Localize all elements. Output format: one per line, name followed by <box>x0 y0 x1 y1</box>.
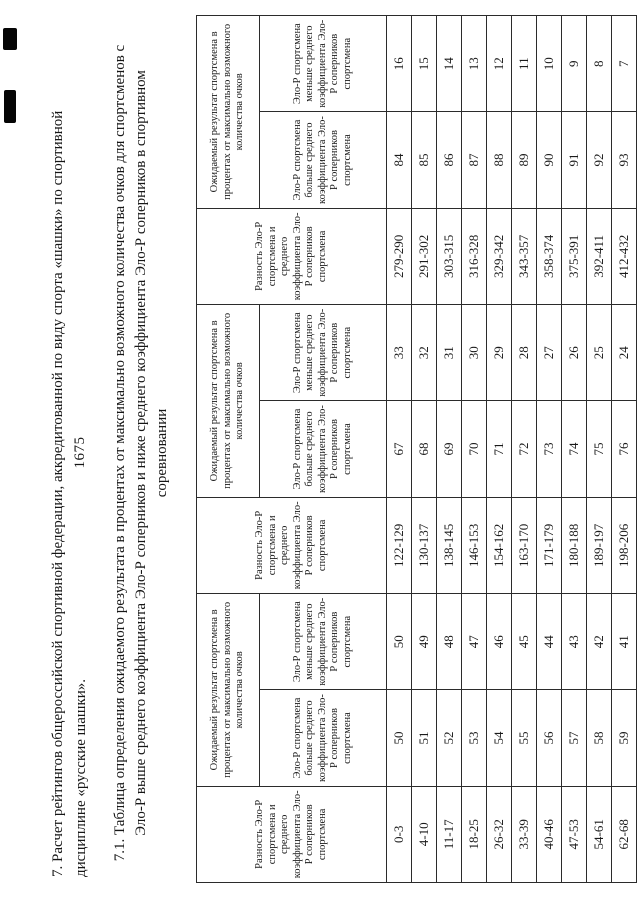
above-average-cell: 57 <box>562 690 587 786</box>
difference-header-g3: Разность Эло-Р спортсмена и среднего коэффициента Эло-Р соперников спортсмена <box>197 208 387 304</box>
difference-cell: 412-432 <box>612 208 637 304</box>
table-row <box>487 16 512 883</box>
difference-cell: 189-197 <box>587 497 612 593</box>
above-average-cell: 87 <box>462 112 487 208</box>
difference-cell: 329-342 <box>487 208 512 304</box>
above-average-cell: 84 <box>387 112 412 208</box>
above-average-cell: 58 <box>587 690 612 786</box>
table-body <box>387 16 637 883</box>
table-header <box>197 16 387 883</box>
above-average-cell: 76 <box>612 401 637 497</box>
below-average-cell: 27 <box>537 305 562 401</box>
above-average-cell: 74 <box>562 401 587 497</box>
above-average-cell: 52 <box>437 690 462 786</box>
difference-cell: 18-25 <box>462 786 487 882</box>
difference-cell: 198-206 <box>612 497 637 593</box>
above-average-cell: 67 <box>387 401 412 497</box>
below-average-cell: 15 <box>412 16 437 112</box>
below-average-cell: 43 <box>562 594 587 690</box>
below-average-cell: 47 <box>462 594 487 690</box>
difference-cell: 130-137 <box>412 497 437 593</box>
above-average-cell: 92 <box>587 112 612 208</box>
above-average-header-g2: Эло-Р спортсмена больше среднего коэффициента Эло-Р соперников спортсмена <box>260 401 387 497</box>
below-average-cell: 42 <box>587 594 612 690</box>
difference-cell: 33-39 <box>512 786 537 882</box>
table-row <box>387 16 412 883</box>
expected-result-header-g2: Ожидаемый результат спортсмена в процентах от максимально возможного количества очков <box>197 305 260 498</box>
page-number: 1675 <box>72 436 88 469</box>
above-average-cell: 91 <box>562 112 587 208</box>
table-row <box>537 16 562 883</box>
difference-cell: 0-3 <box>387 786 412 882</box>
below-average-cell: 16 <box>387 16 412 112</box>
difference-cell: 154-162 <box>487 497 512 593</box>
difference-cell: 62-68 <box>612 786 637 882</box>
above-average-cell: 53 <box>462 690 487 786</box>
below-average-cell: 50 <box>387 594 412 690</box>
expected-result-table <box>196 15 637 883</box>
above-average-cell: 50 <box>387 690 412 786</box>
difference-cell: 40-46 <box>537 786 562 882</box>
below-average-cell: 10 <box>537 16 562 112</box>
below-average-cell: 33 <box>387 305 412 401</box>
table-row <box>562 16 587 883</box>
difference-cell: 291-302 <box>412 208 437 304</box>
difference-cell: 47-53 <box>562 786 587 882</box>
below-average-cell: 12 <box>487 16 512 112</box>
below-average-header-g3: Эло-Р спортсмена меньше среднего коэффициента Эло-Р соперников спортсмена <box>260 16 387 112</box>
above-average-cell: 55 <box>512 690 537 786</box>
below-average-cell: 28 <box>512 305 537 401</box>
table-row <box>512 16 537 883</box>
difference-cell: 392-411 <box>587 208 612 304</box>
section-7-1-heading: 7.1. Таблица определения ожидаемого результата в процентах от максимально возможного количества очков для спортсменов с Эло-Р выше среднего коэффициента Эло-Р соперников и ниже среднего коэффициента Эло-Р соперников в спортивном соревновании <box>112 44 170 862</box>
difference-header-g1: Разность Эло-Р спортсмена и среднего коэффициента Эло-Р соперников спортсмена <box>197 786 387 882</box>
below-average-cell: 8 <box>587 16 612 112</box>
above-average-cell: 88 <box>487 112 512 208</box>
below-average-cell: 26 <box>562 305 587 401</box>
difference-header-g2: Разность Эло-Р спортсмена и среднего коэффициента Эло-Р соперников спортсмена <box>197 497 387 593</box>
difference-cell: 343-357 <box>512 208 537 304</box>
below-average-cell: 29 <box>487 305 512 401</box>
below-average-cell: 32 <box>412 305 437 401</box>
below-average-header-g1: Эло-Р спортсмена меньше среднего коэффициента Эло-Р соперников спортсмена <box>260 594 387 690</box>
above-average-cell: 54 <box>487 690 512 786</box>
difference-cell: 171-179 <box>537 497 562 593</box>
difference-cell: 146-153 <box>462 497 487 593</box>
above-average-cell: 71 <box>487 401 512 497</box>
below-average-cell: 48 <box>437 594 462 690</box>
difference-cell: 11-17 <box>437 786 462 882</box>
above-average-cell: 70 <box>462 401 487 497</box>
above-average-cell: 75 <box>587 401 612 497</box>
table-row <box>587 16 612 883</box>
below-average-header-g2: Эло-Р спортсмена меньше среднего коэффициента Эло-Р соперников спортсмена <box>260 305 387 401</box>
below-average-cell: 14 <box>437 16 462 112</box>
above-average-cell: 59 <box>612 690 637 786</box>
difference-cell: 358-374 <box>537 208 562 304</box>
difference-cell: 375-391 <box>562 208 587 304</box>
table-row <box>437 16 462 883</box>
difference-cell: 122-129 <box>387 497 412 593</box>
below-average-cell: 44 <box>537 594 562 690</box>
below-average-cell: 25 <box>587 305 612 401</box>
section-7-paragraph: 7. Расчет рейтингов общероссийской спортивной федерации, аккредитованной по виду спорта «шашки» по спортивной дисциплине «русские шашки». <box>50 110 89 877</box>
difference-cell: 163-170 <box>512 497 537 593</box>
below-average-cell: 49 <box>412 594 437 690</box>
above-average-cell: 72 <box>512 401 537 497</box>
above-average-header-g3: Эло-Р спортсмена больше среднего коэффициента Эло-Р соперников спортсмена <box>260 112 387 208</box>
above-average-header-g1: Эло-Р спортсмена больше среднего коэффициента Эло-Р соперников спортсмена <box>260 690 387 786</box>
above-average-cell: 93 <box>612 112 637 208</box>
above-average-cell: 90 <box>537 112 562 208</box>
difference-cell: 54-61 <box>587 786 612 882</box>
table-row <box>612 16 637 883</box>
table-row <box>462 16 487 883</box>
above-average-cell: 69 <box>437 401 462 497</box>
difference-cell: 303-315 <box>437 208 462 304</box>
expected-result-header-g3: Ожидаемый результат спортсмена в процентах от максимально возможного количества очков <box>197 16 260 209</box>
below-average-cell: 31 <box>437 305 462 401</box>
above-average-cell: 56 <box>537 690 562 786</box>
below-average-cell: 46 <box>487 594 512 690</box>
below-average-cell: 30 <box>462 305 487 401</box>
above-average-cell: 51 <box>412 690 437 786</box>
table-header-row-2 <box>260 16 387 883</box>
above-average-cell: 73 <box>537 401 562 497</box>
below-average-cell: 24 <box>612 305 637 401</box>
difference-cell: 316-328 <box>462 208 487 304</box>
above-average-cell: 85 <box>412 112 437 208</box>
difference-cell: 4-10 <box>412 786 437 882</box>
difference-cell: 138-145 <box>437 497 462 593</box>
below-average-cell: 11 <box>512 16 537 112</box>
below-average-cell: 7 <box>612 16 637 112</box>
above-average-cell: 68 <box>412 401 437 497</box>
table-row <box>412 16 437 883</box>
difference-cell: 180-188 <box>562 497 587 593</box>
difference-cell: 279-290 <box>387 208 412 304</box>
below-average-cell: 9 <box>562 16 587 112</box>
above-average-cell: 89 <box>512 112 537 208</box>
below-average-cell: 41 <box>612 594 637 690</box>
above-average-cell: 86 <box>437 112 462 208</box>
expected-result-header-g1: Ожидаемый результат спортсмена в процентах от максимально возможного количества очков <box>197 594 260 787</box>
table-header-row-1 <box>197 16 260 883</box>
below-average-cell: 13 <box>462 16 487 112</box>
below-average-cell: 45 <box>512 594 537 690</box>
difference-cell: 26-32 <box>487 786 512 882</box>
